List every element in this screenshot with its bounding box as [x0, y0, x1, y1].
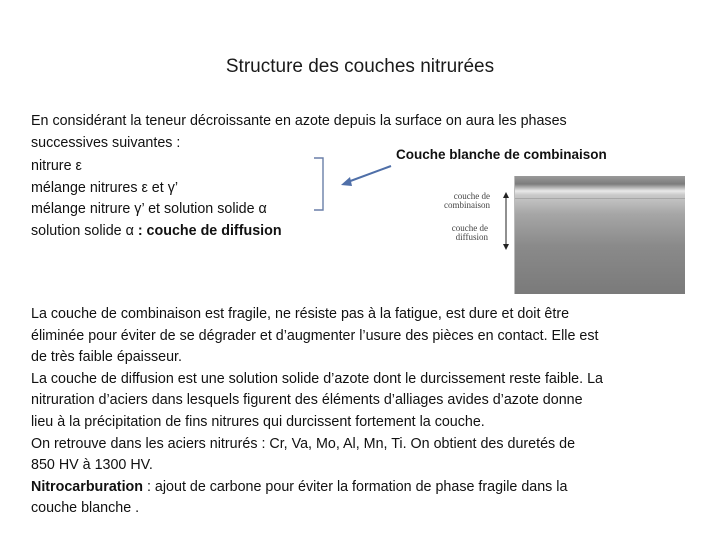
paragraph-line: lieu à la précipitation de fins nitrures qui durcissent fortement la couche. — [31, 413, 485, 430]
body-text — [31, 304, 696, 520]
phase-item: mélange nitrures ε et γ’ — [31, 179, 179, 196]
paragraph-line: de très faible épaisseur. — [31, 349, 183, 366]
label-line: combinaison — [444, 200, 490, 210]
bracket-shape — [314, 158, 323, 210]
slide-title: Structure des couches nitrurées — [225, 56, 495, 77]
intro-line: successives suivantes : — [31, 134, 181, 151]
label-combinaison — [428, 192, 490, 210]
nitro-line: couche blanche . — [31, 500, 140, 517]
paragraph-line: La couche de diffusion est une solution solide d’azote dont le durcissement reste faible. La — [31, 370, 603, 387]
paragraph-line: 850 HV à 1300 HV. — [31, 457, 153, 474]
phase-item: mélange nitrure γ’ et solution solide α — [31, 201, 267, 217]
nitro-line — [31, 477, 696, 499]
paragraph-line: éliminée pour éviter de se dégrader et d’augmenter l’usure des pièces en contact. Elle est — [31, 327, 599, 344]
label-line: diffusion — [455, 232, 488, 242]
phase-item: nitrure ε — [31, 158, 82, 174]
paragraph-line: On retrouve dans les aciers nitrurés : Cr, Va, Mo, Al, Mn, Ti. On obtient des duretés de — [31, 435, 576, 452]
intro-line: En considérant la teneur décroissante en azote depuis la surface on aura les phases — [31, 113, 567, 129]
phase-item-label: solution solide α — [31, 222, 134, 239]
micrograph-image — [514, 176, 685, 294]
label-line: couche de — [451, 223, 488, 233]
arrow-head — [341, 177, 352, 186]
diffusion-label: : couche de diffusion — [133, 222, 282, 239]
nitro-term: Nitrocarburation — [31, 478, 144, 495]
figure-caption: Couche blanche de combinaison — [396, 147, 607, 162]
thickness-arrow-top — [503, 192, 509, 198]
label-diffusion — [428, 224, 488, 242]
paragraph-line: nitruration d’aciers dans lesquels figurent des éléments d’alliages avides d’azote donne — [31, 392, 583, 409]
arrow-line — [345, 166, 391, 183]
paragraph-line: La couche de combinaison est fragile, ne résiste pas à la fatigue, est dure et doit être — [31, 306, 570, 322]
nitro-text: : ajout de carbone pour éviter la formation de phase fragile dans la — [143, 478, 568, 495]
thickness-arrow-bottom — [503, 244, 509, 250]
label-line: couche de — [453, 191, 490, 201]
